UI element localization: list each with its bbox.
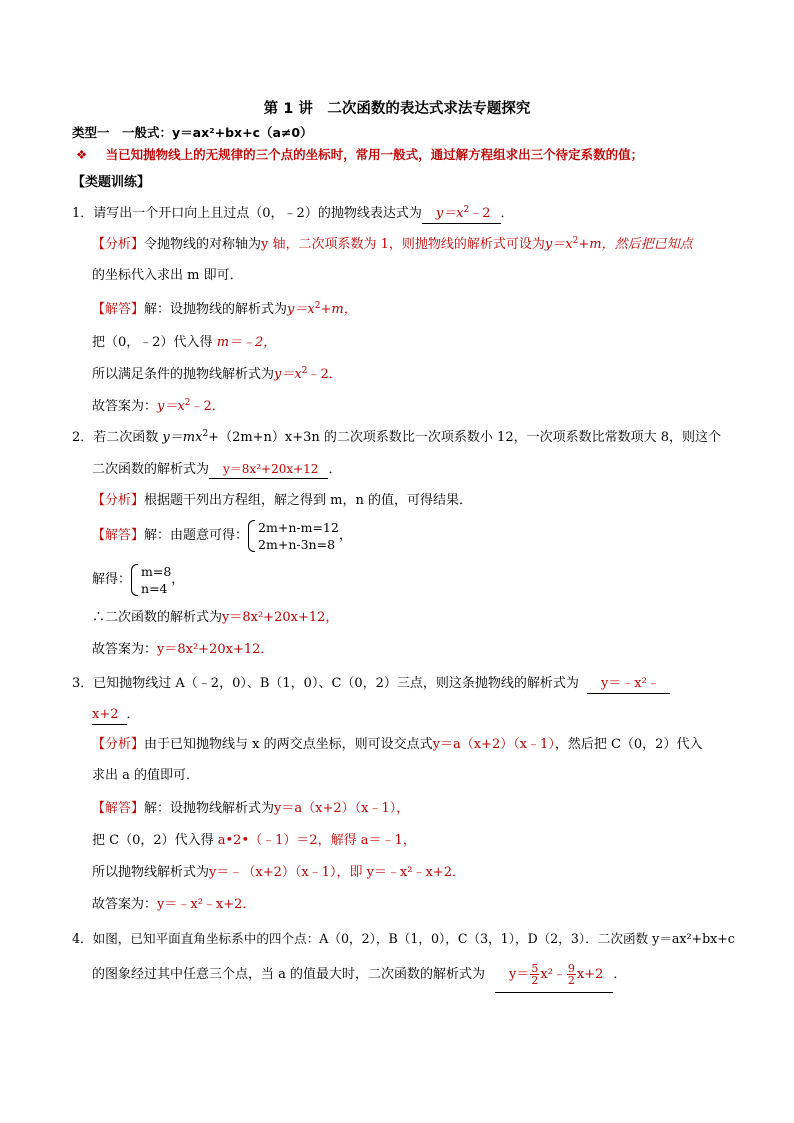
answer-blank: y＝ $\frac{5}{2}$ x²﹣ $\frac{9}{2}$ x+2 [495, 958, 613, 993]
answer-blank: y＝8x²+20x+12 [209, 460, 328, 479]
q2-answer: 【解答】解：由题意可得： 2m+n-m=12 2m+n-3n=8 ， [92, 519, 352, 552]
page-title: 第 1 讲 二次函数的表达式求法专题探究 [263, 101, 531, 117]
answer-label: 【解答】 [92, 528, 145, 543]
question-number: 1． [72, 206, 94, 221]
question-1-stem: 1．请写出一个开口向上且过点（0，﹣2）的抛物线表达式为 $y=x^2﹣2$ ． [72, 205, 514, 224]
q3-analysis-line2: 求出 a 的值即可． [92, 768, 200, 783]
solution-system: m=8 n=4 [131, 563, 171, 597]
q1-analysis-line2: 的坐标代入求出 m 即可． [92, 268, 243, 283]
question-4-stem-line2: 的图象经过其中任意三个点，当 a 的值最大时，二次函数的解析式为 y＝ $\frac{5}{2}$ x²﹣ $\frac{9}{2}$ x+2 ． [92, 958, 626, 993]
answer-label: 【解答】 [92, 801, 145, 816]
answer-label: 【解答】 [92, 302, 145, 317]
q3-analysis: 【分析】由于已知抛物线与 x 的两交点坐标，则可设交点式y＝a（x+2）（x﹣1），然后把 C（0，2）代入 [92, 737, 703, 752]
type-heading [72, 124, 313, 142]
type-label: 类型一 一般式： [72, 125, 173, 140]
q1-answer-line2: 把（0，﹣2）代入得 m＝﹣2， [92, 335, 277, 350]
q1-analysis: 【分析】令抛物线的对称轴为y 轴，二次项系数为 1，则抛物线的解析式可设为$y=x^2+m$，然后把已知点 [92, 236, 693, 252]
equation-system: 2m+n-m=12 2m+n-3n=8 [248, 519, 339, 553]
question-2-stem: 2．若二次函数 $y=mx^2+(2m+n)x+3n$ 的二次项系数比一次项系数小 12，一次项系数比常数项大 8，则这个 [72, 429, 722, 445]
q1-answer: 【解答】解：设抛物线的解析式为$y=x^2+m$， [92, 301, 357, 317]
diamond-bullet-icon: ❖ [76, 147, 88, 162]
q1-answer-line3: 所以满足条件的抛物线解析式为$y=x^2﹣2$． [92, 366, 342, 382]
training-heading: 【类题训练】 [72, 175, 151, 190]
analysis-label: 【分析】 [92, 737, 145, 752]
question-3-stem-line2: x+2 ． [92, 706, 140, 725]
answer-blank-cont: x+2 [92, 706, 127, 725]
q1-answer-line4: 故答案为：$y=x^2﹣2$． [92, 398, 225, 414]
question-4-stem: 4．如图，已知平面直角坐标系中的四个点：A（0，2），B（1，0），C（3，1），D（2，3）．二次函数 y＝ax²+bx+c [72, 931, 735, 946]
question-text: 请写出一个开口向上且过点（0，﹣2）的抛物线表达式为 [93, 206, 422, 221]
q2-solution: 解得： m=8 n=4 ， [92, 563, 185, 596]
question-3-stem: 3．已知抛物线过 A（﹣2，0）、B（1，0）、C（0，2）三点，则这条抛物线的解析式为 y＝﹣x²﹣ [72, 675, 670, 694]
q3-answer-line3: 所以抛物线解析式为y＝﹣（x+2）（x﹣1），即 y＝﹣x²﹣x+2． [92, 865, 465, 880]
tip-line [76, 146, 643, 164]
fraction: $\frac{5}{2}$ [531, 962, 539, 987]
q3-answer: 【解答】解：设抛物线解析式为y＝a（x+2）（x﹣1）， [92, 801, 410, 816]
q3-answer-line2: 把 C（0，2）代入得 a•2•（﹣1）＝2，解得 a＝﹣1， [92, 833, 416, 848]
analysis-label: 【分析】 [92, 493, 145, 508]
type-formula: y＝ax²+bx+c（a≠0） [172, 125, 313, 140]
answer-blank: $y=x^2﹣2$ [422, 205, 501, 224]
tip-text: 当已知抛物线上的无规律的三个点的坐标时，常用一般式，通过解方程组求出三个待定系数的值； [105, 147, 644, 162]
q2-answer-line4: 故答案为：y＝8x²+20x+12． [92, 642, 274, 657]
question-2-stem-line2: 二次函数的解析式为 y＝8x²+20x+12 ． [92, 462, 342, 477]
q2-answer-line3: ∴二次函数的解析式为y＝8x²+20x+12， [92, 610, 339, 625]
q2-analysis: 【分析】根据题干列出方程组，解之得到 m，n 的值，可得结果． [92, 493, 472, 508]
analysis-label: 【分析】 [92, 237, 145, 252]
q3-answer-line4: 故答案为：y＝﹣x²﹣x+2． [92, 897, 256, 912]
answer-blank: y＝﹣x²﹣ [587, 675, 670, 694]
fraction: $\frac{9}{2}$ [567, 962, 575, 987]
